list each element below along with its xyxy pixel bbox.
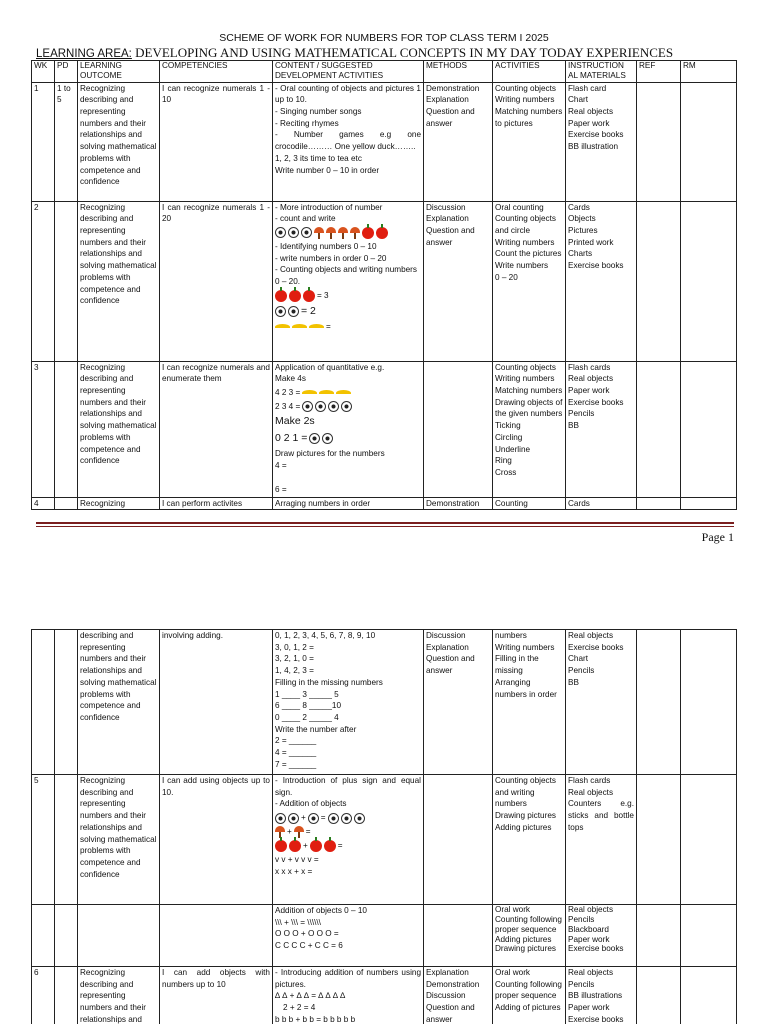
football-icon (275, 813, 286, 824)
cell-pd: 1 to 5 (55, 82, 78, 201)
content-line: - Oral counting of objects and pictures 1 up to 10. (275, 83, 421, 105)
activity-item: Writing numbers (495, 374, 555, 384)
content-line: - count and write (275, 214, 336, 224)
content-line: 4 = (275, 461, 287, 471)
cell-wk (32, 905, 55, 967)
apple-icon (362, 227, 374, 239)
activity-item: Drawing objects of the given numbers (495, 397, 563, 419)
content-line: b b b + b b = b b b b b (275, 1014, 356, 1024)
activity-item: Matching numbers to pictures (495, 106, 563, 128)
cell-pd (55, 905, 78, 967)
apple-icon (310, 840, 322, 852)
activity-item: Adding pictures (495, 822, 552, 832)
material-item: Exercise books (568, 261, 624, 271)
header-wk: WK (32, 61, 55, 83)
activity-item: Counting following proper sequence (495, 979, 562, 1001)
equation-result: = 3 (317, 290, 329, 300)
football-icon (288, 813, 299, 824)
equation-result: = (326, 321, 331, 331)
cell-competency (160, 905, 273, 967)
content-line: 0, 1, 2, 3, 4, 5, 6, 7, 8, 9, 10 (275, 631, 376, 640)
learning-area-label: LEARNING AREA: (36, 48, 132, 60)
material-item: Real objects (568, 631, 614, 640)
method-item: Question and answer (426, 225, 475, 247)
material-item: Pictures (568, 225, 598, 235)
header-pd: PD (55, 61, 78, 83)
cell-wk: 2 (32, 201, 55, 361)
activity-item: Ticking (495, 421, 521, 431)
content-line: Make 4s (275, 374, 306, 384)
cell-wk: 4 (32, 497, 55, 510)
method-item: Question and answer (426, 1003, 475, 1024)
content-line: Filling in the missing numbers (275, 677, 383, 687)
method-item: Demonstration (426, 979, 480, 989)
activity-item: Filling in the missing (495, 654, 539, 676)
content-line: 3, 0, 1, 2 = (275, 642, 314, 652)
cell-rm (681, 630, 737, 775)
content-line: - More introduction of number (275, 202, 383, 212)
method-item: Question and answer (426, 106, 475, 128)
cell-outcome: Recognizing (78, 497, 160, 510)
activity-item: Drawing pictures (495, 811, 556, 821)
content-line: 1, 4, 2, 3 = (275, 666, 314, 676)
activity-item: Underline (495, 444, 531, 454)
material-item: Pencils (568, 666, 595, 676)
plus-sign: + (301, 813, 306, 823)
cell-wk (32, 630, 55, 775)
learning-area (36, 45, 673, 61)
table-row (32, 967, 737, 1024)
banana-icon (319, 390, 334, 396)
cell-wk: 5 (32, 775, 55, 905)
content-line: x x x + x = (275, 866, 313, 876)
header-outcome: LEARNING OUTCOME (78, 61, 160, 83)
cell-ref (637, 201, 681, 361)
content-line: - write numbers in order 0 – 20 (275, 253, 387, 263)
content-line: - Reciting rhymes (275, 118, 339, 128)
cell-rm (681, 201, 737, 361)
content-line: Write number 0 – 10 in order (275, 165, 380, 175)
cell-methods (424, 967, 493, 1024)
content-line: \\\ + \\\ = \\\\\\ (275, 917, 321, 927)
cell-wk: 1 (32, 82, 55, 201)
material-item: Paper work (568, 1003, 610, 1013)
activity-item: Counting objects and circle (495, 214, 556, 235)
material-item: BB illustration (568, 142, 619, 152)
activity-item: Drawing pictures (495, 944, 556, 954)
cell-competency: I can add using objects up to 10. (160, 775, 273, 905)
table-row (32, 201, 737, 361)
cell-activities (493, 630, 566, 775)
cell-ref (637, 361, 681, 497)
football-icon (328, 813, 339, 824)
banana-icon (275, 324, 290, 330)
learning-area-text: DEVELOPING AND USING MATHEMATICAL CONCEPTS IN MY DAY TODAY EXPERIENCES (131, 45, 674, 60)
material-item: Paper work (568, 385, 610, 395)
football-icon (275, 227, 286, 238)
cell-activities (493, 201, 566, 361)
content-line: 1 ____ 3 _____ 5 (275, 689, 339, 699)
material-item: Pencils (568, 979, 595, 989)
material-item: BB illustrations (568, 991, 623, 1001)
material-item: Cards (568, 202, 590, 212)
material-item: Real objects (568, 374, 614, 384)
cell-materials (566, 775, 637, 905)
cell-pd (55, 630, 78, 775)
cell-wk: 6 (32, 967, 55, 1024)
content-line: 4 = ______ (275, 748, 317, 758)
content-line: - Addition of objects (275, 799, 347, 809)
football-icon (354, 813, 365, 824)
activity-item: Cross (495, 467, 517, 477)
activity-item: Count the pictures (495, 249, 562, 259)
cell-methods (424, 361, 493, 497)
cell-outcome: Recognizing describing and representing numbers and their relationships and solving mathematical problems with competence and confidence (78, 775, 160, 905)
equation-line: 4 2 3 = (275, 387, 301, 397)
content-line: C C C C + C C = 6 (275, 941, 343, 951)
material-item: Real objects (568, 968, 614, 977)
football-icon (301, 227, 312, 238)
activity-item: Write numbers (495, 261, 549, 271)
football-icon (322, 433, 333, 444)
header-methods: METHODS (424, 61, 493, 83)
cell-content (273, 630, 424, 775)
header-content: CONTENT / SUGGESTED DEVELOPMENT ACTIVITIES (273, 61, 424, 83)
cell-competency: I can add objects with numbers up to 10 (160, 967, 273, 1024)
footer-rule (36, 526, 734, 527)
equal-sign: = (320, 813, 326, 823)
activity-item: Writing numbers (495, 642, 555, 652)
content-line: 3, 2, 1, 0 = (275, 654, 314, 664)
cell-pd (55, 497, 78, 510)
plus-sign: + (287, 827, 292, 837)
cell-materials (566, 630, 637, 775)
picture-group (275, 227, 421, 239)
apple-icon (324, 840, 336, 852)
content-line: - Introducing addition of numbers using pictures. (275, 968, 421, 989)
cell-content (273, 775, 424, 905)
cell-ref (637, 967, 681, 1024)
content-line: 0 ____ 2 _____ 4 (275, 713, 339, 723)
material-item: Counters e.g. sticks and bottle tops (568, 799, 634, 832)
football-icon (302, 401, 313, 412)
content-line: - Singing number songs (275, 106, 362, 116)
material-item: Flash cards (568, 776, 611, 785)
content-line: Addition of objects 0 – 10 (275, 906, 367, 915)
table-row (32, 361, 737, 497)
method-item: Explanation (426, 95, 469, 105)
cell-methods: Demonstration (424, 497, 493, 510)
mushroom-icon (314, 227, 324, 239)
header-competencies: COMPETENCIES (160, 61, 273, 83)
content-line: v v + v v v = (275, 854, 319, 864)
method-item: Discussion (426, 202, 466, 212)
cell-materials (566, 905, 637, 967)
cell-methods (424, 775, 493, 905)
picture-group (275, 304, 421, 319)
content-line: 2 + 2 = 4 (283, 1003, 316, 1013)
cell-content (273, 201, 424, 361)
material-item: Exercise books (568, 642, 624, 652)
activity-item: Matching numbers (495, 385, 563, 395)
equation-line: 0 2 1 = (275, 432, 308, 445)
cell-ref (637, 82, 681, 201)
cell-content (273, 967, 424, 1024)
material-item: Exercise books (568, 1014, 624, 1024)
cell-wk: 3 (32, 361, 55, 497)
apple-icon (289, 840, 301, 852)
cell-materials (566, 361, 637, 497)
content-line: 1, 2, 3 its time to tea etc (275, 153, 362, 163)
method-item: Discussion (426, 991, 466, 1001)
material-item: Flash cards (568, 362, 611, 372)
banana-icon (336, 390, 351, 396)
table-row (32, 630, 737, 775)
cell-pd (55, 967, 78, 1024)
cell-content (273, 361, 424, 497)
apple-icon (303, 290, 315, 302)
material-item: Chart (568, 654, 589, 664)
content-line: Make 2s (275, 415, 315, 428)
activity-item: Writing numbers (495, 237, 555, 247)
equation-line: 2 3 4 = (275, 401, 301, 411)
material-item: Exercise books (568, 130, 624, 140)
apple-icon (275, 290, 287, 302)
picture-group (275, 431, 421, 446)
cell-outcome: Recognizing describing and representing numbers and their relationships and solving mathematical problems with competence and confidence (78, 82, 160, 201)
cell-activities (493, 967, 566, 1024)
activity-item: Circling (495, 432, 523, 442)
apple-icon (376, 227, 388, 239)
cell-activities (493, 775, 566, 905)
method-item: Explanation (426, 642, 469, 652)
cell-rm (681, 82, 737, 201)
material-item: Pencils (568, 914, 595, 924)
cell-pd (55, 201, 78, 361)
activity-item: Counting following proper sequence (495, 914, 562, 934)
mushroom-icon (350, 227, 360, 239)
cell-activities (493, 361, 566, 497)
football-icon (315, 401, 326, 412)
content-line: - Identifying numbers 0 – 10 (275, 241, 377, 251)
activity-item: 0 – 20 (495, 272, 518, 282)
cell-outcome: describing and representing numbers and their relationships and solving mathematical problems with competence and confidence (78, 630, 160, 775)
header-ref: REF (637, 61, 681, 83)
cell-materials: Cards (566, 497, 637, 510)
cell-ref (637, 775, 681, 905)
content-line: - Number games e.g one crocodile……… One yellow duck…….. (275, 130, 421, 152)
cell-competency: I can recognize numerals and enumerate them (160, 361, 273, 497)
material-item: Blackboard (568, 924, 609, 934)
banana-icon (292, 324, 307, 330)
cell-materials (566, 201, 637, 361)
content-line: Write the number after (275, 724, 357, 734)
material-item: Real objects (568, 106, 614, 116)
cell-outcome: Recognizing describing and representing numbers and their relationships and solving mathematical problems with competence and confidence (78, 201, 160, 361)
content-line: - Introduction of plus sign and equal sign. (275, 776, 421, 797)
cell-content (273, 905, 424, 967)
cell-ref (637, 630, 681, 775)
mushroom-icon (326, 227, 336, 239)
content-line: 6 ____ 8 _____10 (275, 701, 342, 711)
picture-group (275, 812, 421, 824)
picture-group (275, 826, 421, 838)
cell-activities (493, 82, 566, 201)
football-icon (341, 813, 352, 824)
football-icon (308, 813, 319, 824)
football-icon (288, 227, 299, 238)
method-item: Discussion (426, 631, 466, 640)
cell-activities: Counting (493, 497, 566, 510)
cell-methods (424, 82, 493, 201)
table-row (32, 905, 737, 967)
material-item: Pencils (568, 409, 595, 419)
cell-outcome (78, 905, 160, 967)
picture-group (275, 387, 421, 399)
equation-result: = 2 (301, 304, 316, 317)
content-line: 6 = (275, 484, 287, 494)
content-line: Application of quantitative e.g. (275, 362, 385, 372)
activity-item: Arranging numbers in order (495, 677, 557, 699)
document-title: SCHEME OF WORK FOR NUMBERS FOR TOP CLASS TERM I 2025 (219, 32, 549, 44)
header-rm: RM (681, 61, 737, 83)
plus-sign: + (303, 841, 308, 851)
material-item: Printed work (568, 237, 614, 247)
activity-item: Ring (495, 456, 512, 466)
cell-methods (424, 630, 493, 775)
activity-item: Counting objects (495, 83, 556, 93)
cell-rm (681, 497, 737, 510)
content-line: - Counting objects and writing numbers 0 – 20. (275, 265, 417, 287)
equal-sign: = (337, 841, 343, 851)
picture-group (275, 321, 421, 333)
method-item: Question and answer (426, 654, 475, 676)
equal-sign: = (305, 827, 311, 837)
cell-rm (681, 775, 737, 905)
cell-materials (566, 82, 637, 201)
method-item: Explanation (426, 968, 469, 977)
activity-item: Counting objects (495, 362, 556, 372)
header-row (32, 61, 737, 83)
picture-group (275, 401, 421, 413)
activity-item: Oral counting (495, 202, 544, 212)
material-item: Chart (568, 95, 589, 105)
material-item: Exercise books (568, 944, 624, 954)
method-item: Explanation (426, 214, 469, 224)
cell-competency: I can perform activites (160, 497, 273, 510)
cell-methods (424, 201, 493, 361)
football-icon (328, 401, 339, 412)
activity-item: Oral work (495, 905, 531, 914)
cell-ref (637, 905, 681, 967)
cell-pd (55, 775, 78, 905)
content-line: Draw pictures for the numbers (275, 449, 385, 459)
material-item: Real objects (568, 787, 614, 797)
cell-activities (493, 905, 566, 967)
banana-icon (309, 324, 324, 330)
cell-rm (681, 967, 737, 1024)
football-icon (309, 433, 320, 444)
activity-item: Oral work (495, 968, 531, 977)
cell-materials (566, 967, 637, 1024)
football-icon (288, 306, 299, 317)
cell-pd (55, 361, 78, 497)
activity-item: Counting objects and writing numbers (495, 776, 556, 809)
banana-icon (302, 390, 317, 396)
header-materials: INSTRUCTION AL MATERIALS (566, 61, 637, 83)
scheme-table-page-2 (31, 629, 737, 1024)
material-item: Charts (568, 249, 593, 259)
cell-rm (681, 361, 737, 497)
header-activities: ACTIVITIES (493, 61, 566, 83)
football-icon (275, 306, 286, 317)
activity-item: Adding of pictures (495, 1003, 561, 1013)
cell-methods (424, 905, 493, 967)
material-item: Objects (568, 214, 596, 224)
scheme-table-page-1 (31, 60, 737, 510)
cell-rm (681, 905, 737, 967)
content-line: ∆ ∆ + ∆ ∆ = ∆ ∆ ∆ ∆ (275, 991, 346, 1001)
table-row (32, 497, 737, 510)
cell-outcome: Recognizing describing and representing numbers and their relationships and (78, 967, 160, 1024)
footer-rule (36, 522, 734, 524)
cell-competency: I can recognize numerals 1 - 10 (160, 82, 273, 201)
apple-icon (289, 290, 301, 302)
table-row (32, 82, 737, 201)
activity-item: Adding pictures (495, 934, 552, 944)
material-item: Real objects (568, 905, 614, 914)
cell-outcome: Recognizing describing and representing numbers and their relationships and solving mathematical problems with competence and confidence (78, 361, 160, 497)
content-line: 2 = ______ (275, 736, 317, 746)
method-item: Demonstration (426, 83, 480, 93)
cell-ref (637, 497, 681, 510)
cell-content (273, 82, 424, 201)
cell-competency: I can recognize numerals 1 - 20 (160, 201, 273, 361)
cell-competency: involving adding. (160, 630, 273, 775)
material-item: Exercise books (568, 397, 624, 407)
picture-group (275, 290, 421, 302)
activity-item: numbers (495, 631, 527, 640)
football-icon (341, 401, 352, 412)
page-number: Page 1 (701, 530, 734, 544)
content-line: O O O + O O O = (275, 929, 339, 939)
material-item: BB (568, 677, 579, 687)
mushroom-icon (338, 227, 348, 239)
material-item: Paper work (568, 118, 610, 128)
content-line: 7 = ______ (275, 759, 317, 769)
cell-content: Arraging numbers in order (273, 497, 424, 510)
table-row (32, 775, 737, 905)
activity-item: Writing numbers (495, 95, 555, 105)
material-item: Flash card (568, 83, 607, 93)
material-item: BB (568, 421, 579, 431)
apple-icon (275, 840, 287, 852)
material-item: Paper work (568, 934, 610, 944)
picture-group (275, 840, 421, 852)
